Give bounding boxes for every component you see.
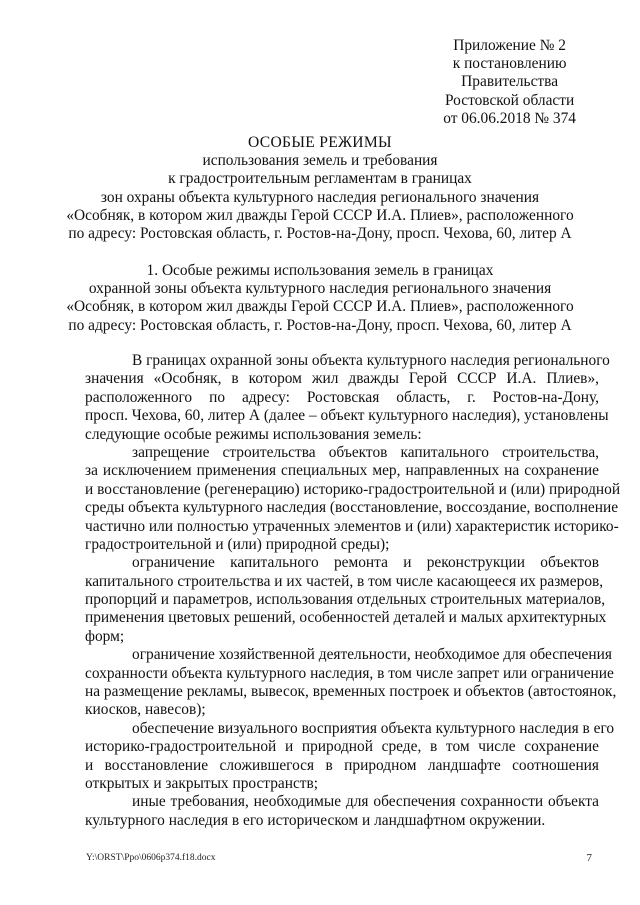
text-line: и восстановление (регенерацию) историко-градостроительной и (или) природной xyxy=(85,480,621,498)
appendix-line: Ростовской области xyxy=(444,91,575,109)
text-line: сохранности объекта культурного наследия, в том числе запрет или ограничение xyxy=(85,664,614,682)
appendix-line: к постановлению xyxy=(452,55,567,73)
text-line: запрещение строительства объектов капитального строительства, xyxy=(132,443,599,461)
body-text xyxy=(85,352,621,830)
text-line: применения цветовых решений, особенностей деталей и малых архитектурных xyxy=(85,609,607,627)
text-line: на размещение рекламы, вывесок, временных построек и объектов (автостоянок, xyxy=(85,683,617,701)
appendix-line: от 06.06.2018 № 374 xyxy=(443,109,576,127)
text-line: обеспечение визуального восприятия объекта культурного наследия в его xyxy=(132,719,615,737)
appendix-line: Правительства xyxy=(461,73,559,91)
text-line: градостроительной и (или) природной среды); xyxy=(85,535,390,553)
intro-paragraph xyxy=(85,352,610,444)
text-line: расположенного по адресу: Ростовская область, г. Ростов-на-Дону, xyxy=(85,388,599,406)
list-item-repair-limits xyxy=(85,554,607,646)
text-line: среды объекта культурного наследия (восстановление, воссоздание, восполнение xyxy=(85,499,619,517)
text-line: форм; xyxy=(85,627,125,645)
text-line: и восстановление сложившегося в природном ландшафте соотношения xyxy=(85,756,599,774)
text-line: ограничение хозяйственной деятельности, необходимое для обеспечения xyxy=(132,646,612,664)
title-line: «Особняк, в котором жил дважды Герой СССР И.А. Плиев», расположенного xyxy=(66,206,574,224)
list-item-construction-ban xyxy=(85,443,621,554)
text-line: историко-градостроительной и природной среде, в том числе сохранение xyxy=(85,738,599,756)
section-line: «Особняк, в котором жил дважды Герой СССР И.А. Плиев», расположенного xyxy=(66,298,574,316)
title-line: использования земель и требования xyxy=(202,152,438,170)
list-item-activity-limits xyxy=(85,646,617,720)
appendix-header xyxy=(443,37,576,128)
section-heading xyxy=(40,262,600,335)
text-line: значения «Особняк, в котором жил дважды Герой СССР И.А. Плиев», xyxy=(85,370,599,388)
text-line: киосков, навесов); xyxy=(85,701,206,719)
text-line: просп. Чехова, 60, литер А (далее – объект культурного наследия), установлены xyxy=(85,407,609,425)
list-item-visual-perception xyxy=(85,719,615,794)
title-line: зон охраны объекта культурного наследия регионального значения xyxy=(100,188,540,206)
appendix-line: Приложение № 2 xyxy=(453,37,566,54)
text-line: ограничение капитального ремонта и реконструкции объектов xyxy=(132,554,599,572)
text-line: культурного наследия в его историческом и ландшафтном окружении. xyxy=(85,811,546,829)
text-line: иные требования, необходимые для обеспечения сохранности объекта xyxy=(132,793,599,811)
text-line: следующие особые режимы использования земель: xyxy=(85,425,422,443)
section-line: охранной зоны объекта культурного наследия регионального значения xyxy=(88,280,552,298)
document-title xyxy=(40,134,600,243)
text-line: открытых и закрытых пространств; xyxy=(85,774,319,792)
text-line: за исключением применения специальных мер, направленных на сохранение xyxy=(85,462,599,480)
section-line: 1. Особые режимы использования земель в границах xyxy=(146,262,494,279)
main-title: ОСОБЫЕ РЕЖИМЫ xyxy=(248,134,392,151)
text-line: пропорций и параметров, использования отдельных строительных материалов, xyxy=(85,591,606,609)
title-line: по адресу: Ростовская область, г. Ростов-на-Дону, просп. Чехова, 60, литер А xyxy=(68,225,572,243)
title-line: к градостроительным регламентам в границах xyxy=(168,170,472,188)
text-line: капитального строительства и их частей, в том числе касающееся их размеров, xyxy=(85,572,604,590)
text-line: В границах охранной зоны объекта культурного наследия регионального xyxy=(132,352,610,369)
list-item-other-requirements xyxy=(85,793,599,830)
footer-file-path: Y:\ORST\Ppo\0606p374.f18.docx xyxy=(86,853,216,863)
page-number: 7 xyxy=(586,852,592,864)
section-line: по адресу: Ростовская область, г. Ростов-на-Дону, просп. Чехова, 60, литер А xyxy=(68,316,572,334)
text-line: частично или полностью утраченных элементов и (или) характеристик историко- xyxy=(85,517,619,535)
